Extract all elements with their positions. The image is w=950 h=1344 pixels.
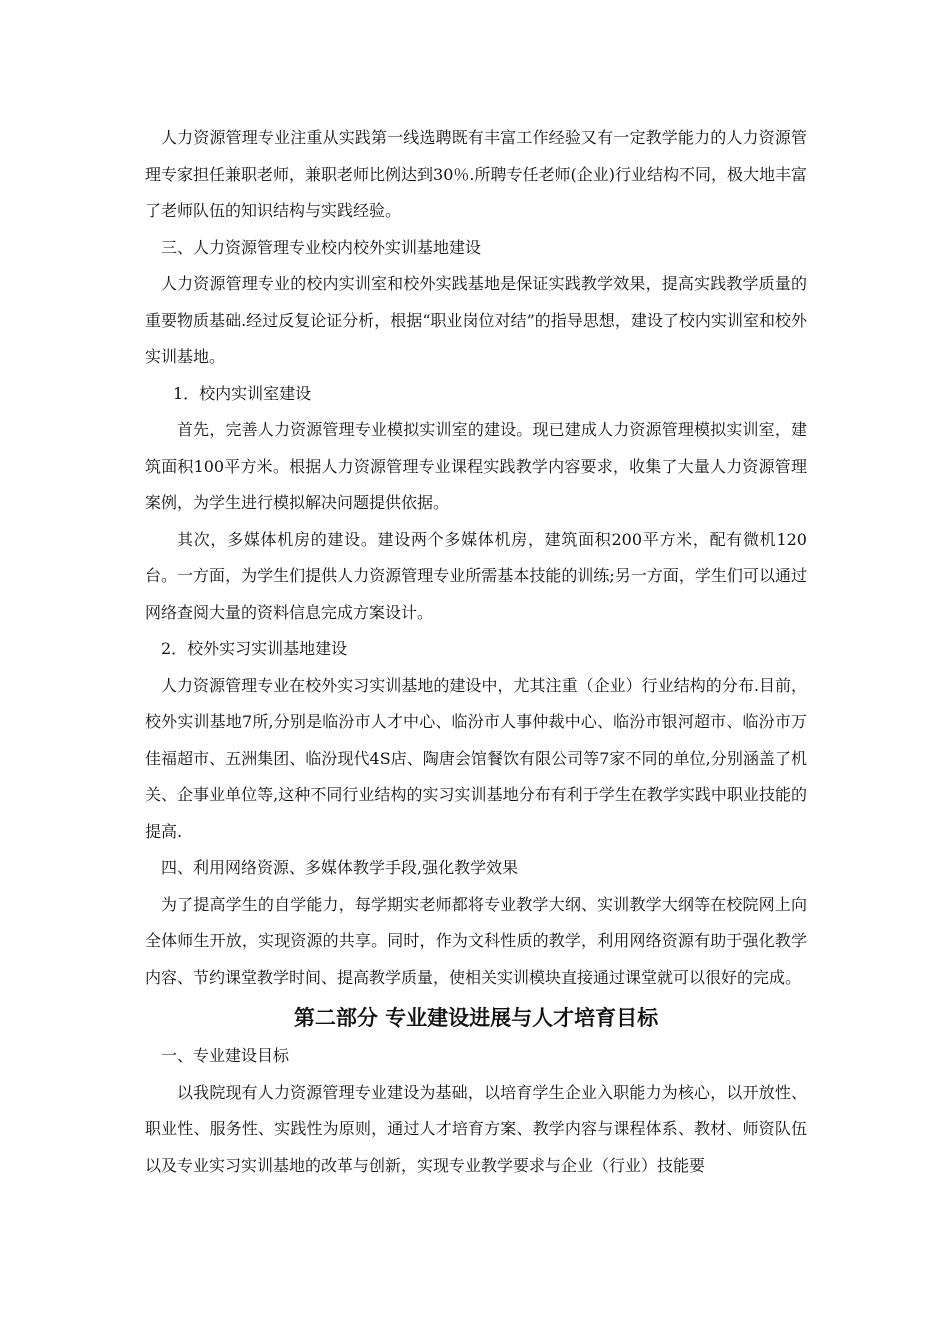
paragraph-simulation-lab: 首先，完善人力资源管理专业模拟实训室的建设。现已建成人力资源管理模拟实训室，建筑面积100平方米。根据人力资源管理专业课程实践教学内容要求，收集了大量人力资源管理案例，为学生进行模拟解决问题提供依据。 [145, 420, 807, 512]
heading-training-bases: 三、人力资源管理专业校内校外实训基地建设 [161, 237, 482, 257]
part-title: 第二部分 专业建设进展与人才培育目标 [293, 1006, 659, 1030]
heading-construction-goals: 一、专业建设目标 [161, 1046, 290, 1065]
paragraph-part-time-teachers: 人力资源管理专业注重从实践第一线选聘既有丰富工作经验又有一定教学能力的人力资源管理专家担任兼职老师，兼职老师比例达到30％.所聘专任老师(企业)行业结构不同，极大地丰富了老师队伍的知识结构与实践经验。 [145, 128, 807, 220]
document-body [145, 120, 807, 1184]
heading-network-resources: 四、利用网络资源、多媒体教学手段,强化教学效果 [161, 858, 519, 877]
heading-off-campus-base: 2．校外实习实训基地建设 [161, 639, 348, 658]
paragraph-construction-goals: 以我院现有人力资源管理专业建设为基础，以培育学生企业入职能力为核心，以开放性、职业性、服务性、实践性为原则，通过人才培育方案、教学内容与课程体系、教材、师资队伍以及专业实习实训基地的改革与创新，实现专业教学要求与企业（行业）技能要 [145, 1082, 807, 1175]
paragraph-network-resources: 为了提高学生的自学能力，每学期实老师都将专业教学大纲、实训教学大纲等在校院网上向全体师生开放，实现资源的共享。同时，作为文科性质的教学，利用网络资源有助于强化教学内容、节约课堂教学时间、提高教学质量，使相关实训模块直接通过课堂就可以很好的完成。 [145, 894, 807, 987]
paragraph-training-bases-intro: 人力资源管理专业的校内实训室和校外实践基地是保证实践教学效果，提高实践教学质量的重要物质基础.经过反复论证分析，根据“职业岗位对结”的指导思想，建设了校内实训室和校外实训基地。 [145, 274, 807, 366]
paragraph-off-campus-base: 人力资源管理专业在校外实习实训基地的建设中，尤其注重（企业）行业结构的分布.目前，校外实训基地7所,分别是临汾市人才中心、临汾市人事仲裁中心、临汾市银河超市、临汾市万佳福超市、五洲集团、临汾现代4S店、陶唐会馆餐饮有限公司等7家不同的单位,分别涵盖了机关、企事业单位等,这种不同行业结构的实习实训基地分布有利于学生在教学实践中职业技能的提高. [145, 675, 807, 841]
paragraph-multimedia-lab: 其次，多媒体机房的建设。建设两个多媒体机房，建筑面积200平方米，配有微机120台。一方面，为学生们提供人力资源管理专业所需基本技能的训练;另一方面，学生们可以通过网络查阅大量的资料信息完成方案设计。 [145, 529, 807, 622]
heading-on-campus-lab: 1．校内实训室建设 [173, 383, 312, 403]
